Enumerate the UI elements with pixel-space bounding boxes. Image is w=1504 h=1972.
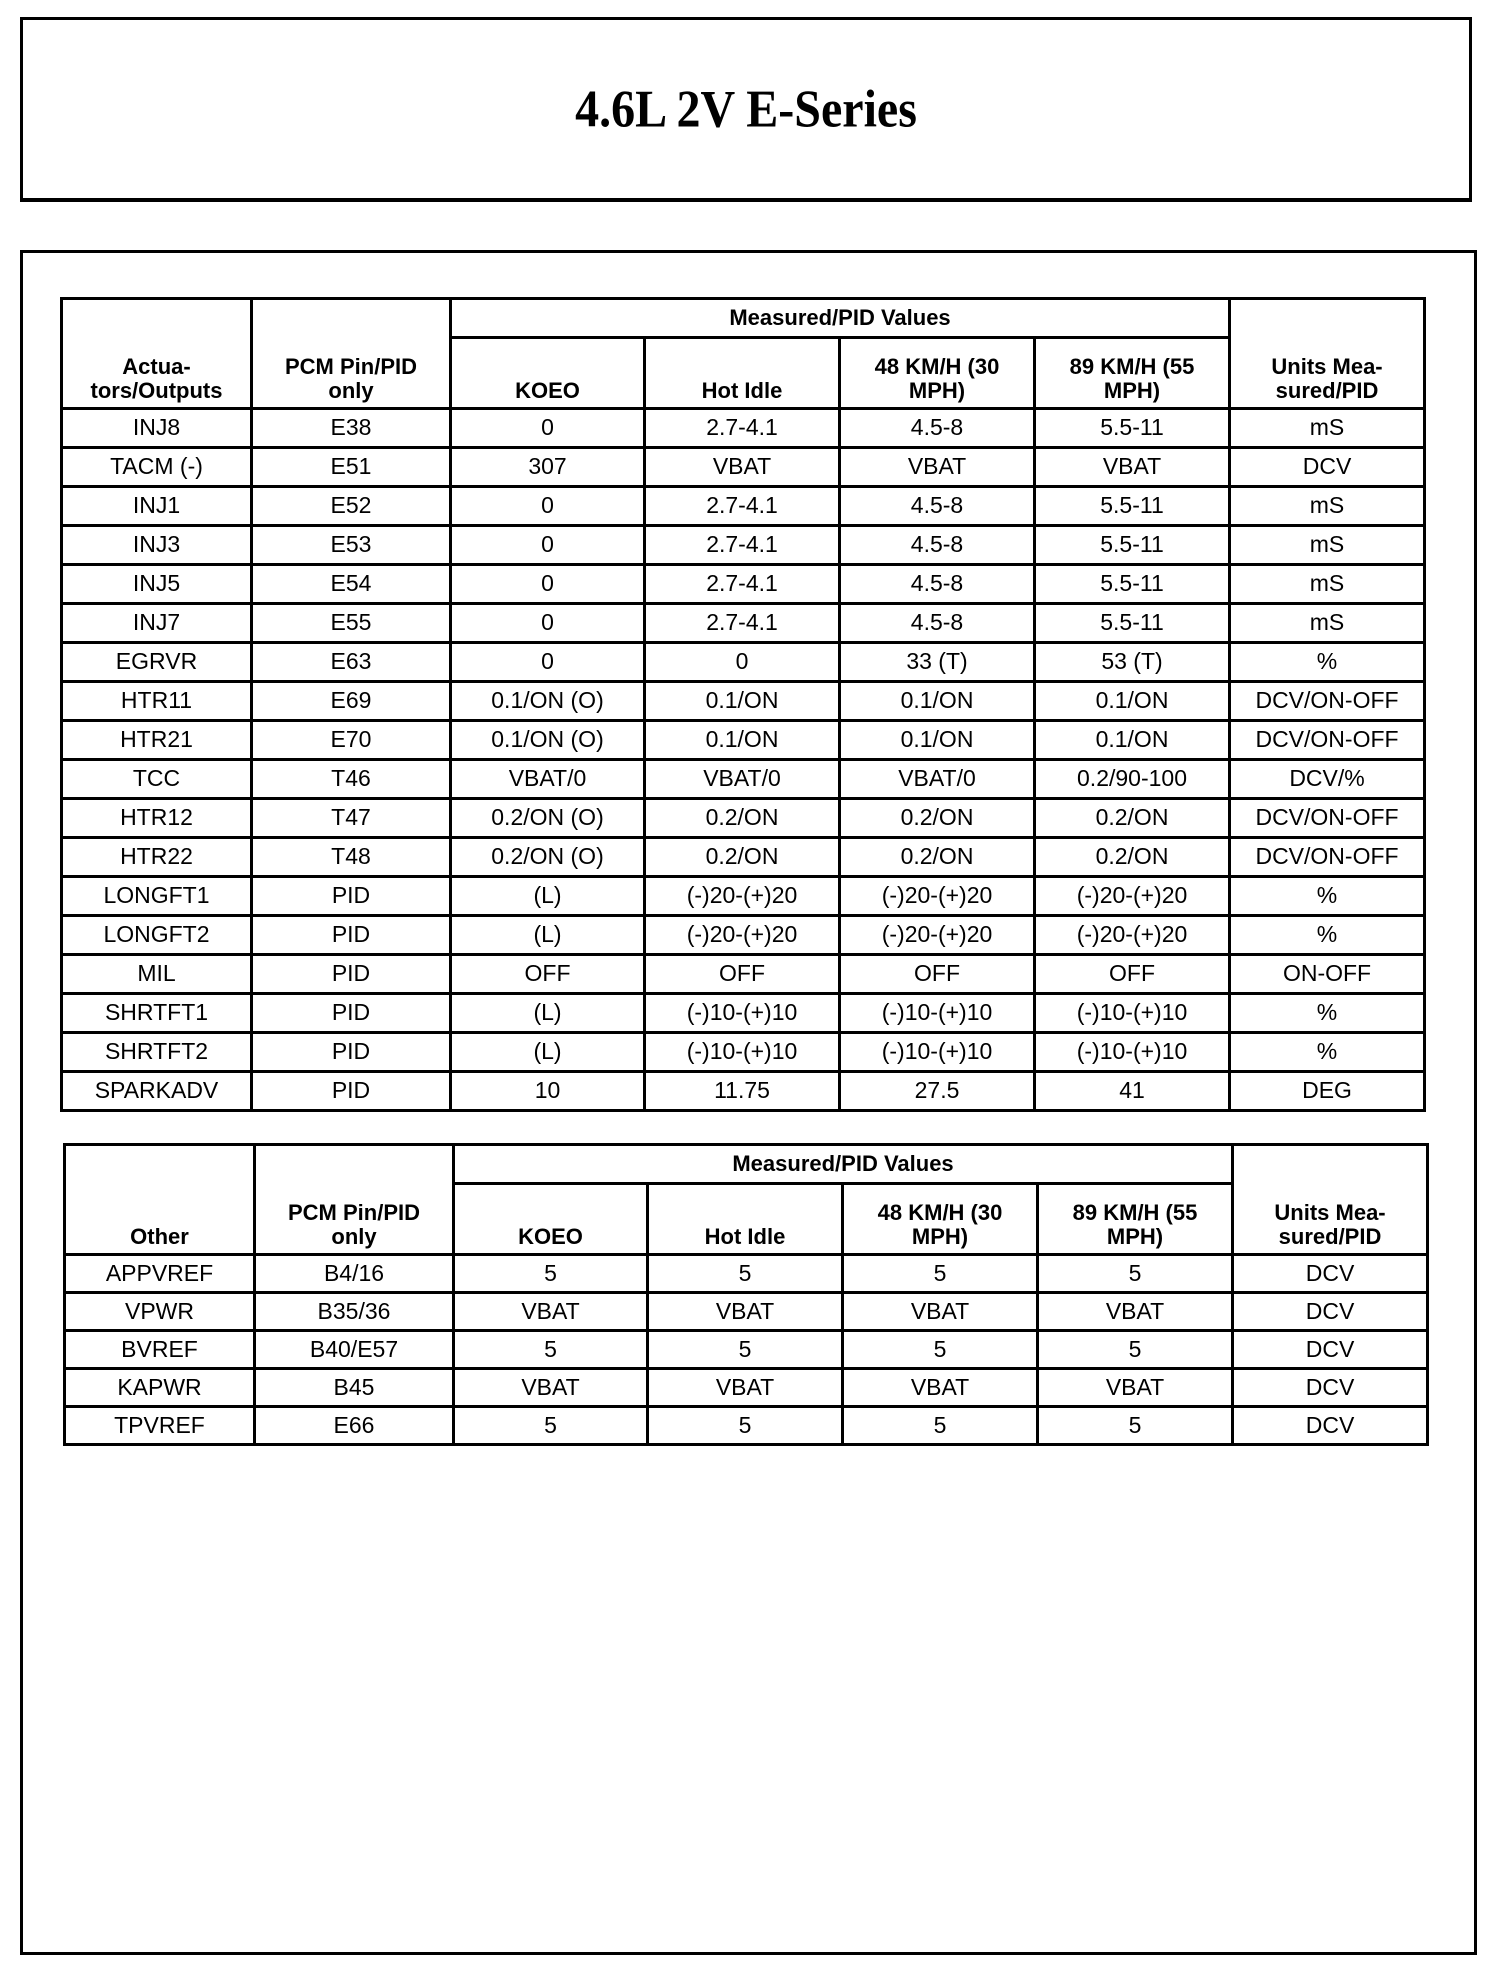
cell-koeo: VBAT (454, 1293, 648, 1331)
cell-name: LONGFT2 (62, 916, 252, 955)
table-row (62, 838, 1425, 877)
table-row (62, 526, 1425, 565)
cell-pin: B40/E57 (255, 1331, 454, 1369)
cell-hot-idle: 2.7-4.1 (645, 526, 840, 565)
cell-koeo: (L) (451, 994, 645, 1033)
cell-name: MIL (62, 955, 252, 994)
cell-speed-89: 0.1/ON (1035, 721, 1230, 760)
cell-name: INJ8 (62, 409, 252, 448)
cell-speed-89: 5.5-11 (1035, 565, 1230, 604)
header-speed-48: 48 KM/H (30 MPH) (843, 1184, 1038, 1255)
cell-koeo: (L) (451, 1033, 645, 1072)
cell-speed-48: 5 (843, 1407, 1038, 1445)
cell-name: INJ7 (62, 604, 252, 643)
cell-name: LONGFT1 (62, 877, 252, 916)
table-row (65, 1293, 1428, 1331)
cell-speed-89: VBAT (1038, 1369, 1233, 1407)
cell-speed-89: 0.2/90-100 (1035, 760, 1230, 799)
cell-koeo: 10 (451, 1072, 645, 1111)
cell-koeo: 0.2/ON (O) (451, 799, 645, 838)
cell-speed-48: 0.2/ON (840, 799, 1035, 838)
header-speed-89: 89 KM/H (55 MPH) (1038, 1184, 1233, 1255)
table-row (62, 877, 1425, 916)
cell-units: DCV/% (1230, 760, 1425, 799)
table-row (62, 799, 1425, 838)
cell-hot-idle: VBAT/0 (645, 760, 840, 799)
table-row (65, 1369, 1428, 1407)
cell-pin: E63 (252, 643, 451, 682)
cell-speed-48: VBAT (843, 1293, 1038, 1331)
cell-hot-idle: VBAT (648, 1369, 843, 1407)
header-speed-89: 89 KM/H (55 MPH) (1035, 338, 1230, 409)
cell-pin: E54 (252, 565, 451, 604)
cell-units: mS (1230, 487, 1425, 526)
header-speed-48: 48 KM/H (30 MPH) (840, 338, 1035, 409)
table-row (62, 643, 1425, 682)
cell-speed-89: 5.5-11 (1035, 409, 1230, 448)
cell-koeo: 0 (451, 565, 645, 604)
table-row (62, 721, 1425, 760)
header-name: Other (65, 1145, 255, 1255)
cell-units: DCV (1233, 1407, 1428, 1445)
cell-name: APPVREF (65, 1255, 255, 1293)
page-title: 4.6L 2V E-Series (575, 79, 917, 139)
header-pin: PCM Pin/PID only (252, 299, 451, 409)
cell-koeo: 0 (451, 409, 645, 448)
table-row (62, 682, 1425, 721)
cell-hot-idle: (-)10-(+)10 (645, 1033, 840, 1072)
cell-name: SHRTFT2 (62, 1033, 252, 1072)
cell-koeo: 5 (454, 1255, 648, 1293)
cell-pin: B35/36 (255, 1293, 454, 1331)
cell-hot-idle: 5 (648, 1407, 843, 1445)
cell-speed-48: 0.1/ON (840, 682, 1035, 721)
cell-units: DCV (1233, 1255, 1428, 1293)
cell-hot-idle: VBAT (645, 448, 840, 487)
cell-hot-idle: 0.1/ON (645, 682, 840, 721)
cell-name: HTR22 (62, 838, 252, 877)
cell-speed-89: (-)20-(+)20 (1035, 877, 1230, 916)
cell-pin: E70 (252, 721, 451, 760)
cell-speed-48: 5 (843, 1255, 1038, 1293)
cell-pin: E55 (252, 604, 451, 643)
cell-speed-48: 0.1/ON (840, 721, 1035, 760)
cell-hot-idle: 2.7-4.1 (645, 409, 840, 448)
cell-units: % (1230, 1033, 1425, 1072)
cell-speed-89: 0.2/ON (1035, 799, 1230, 838)
cell-speed-89: VBAT (1035, 448, 1230, 487)
cell-name: VPWR (65, 1293, 255, 1331)
cell-koeo: VBAT (454, 1369, 648, 1407)
cell-speed-48: 27.5 (840, 1072, 1035, 1111)
cell-name: SHRTFT1 (62, 994, 252, 1033)
cell-units: mS (1230, 409, 1425, 448)
table-row (62, 565, 1425, 604)
cell-units: DCV (1230, 448, 1425, 487)
cell-hot-idle: (-)20-(+)20 (645, 877, 840, 916)
cell-pin: PID (252, 877, 451, 916)
table-row (62, 955, 1425, 994)
header-koeo: KOEO (451, 338, 645, 409)
cell-pin: B45 (255, 1369, 454, 1407)
cell-name: SPARKADV (62, 1072, 252, 1111)
header-hot-idle: Hot Idle (645, 338, 840, 409)
cell-koeo: 0 (451, 526, 645, 565)
cell-hot-idle: (-)10-(+)10 (645, 994, 840, 1033)
cell-speed-89: 5 (1038, 1407, 1233, 1445)
cell-pin: E66 (255, 1407, 454, 1445)
cell-units: % (1230, 643, 1425, 682)
cell-hot-idle: VBAT (648, 1293, 843, 1331)
cell-koeo: (L) (451, 877, 645, 916)
cell-speed-89: 53 (T) (1035, 643, 1230, 682)
cell-name: BVREF (65, 1331, 255, 1369)
cell-speed-48: 0.2/ON (840, 838, 1035, 877)
header-koeo: KOEO (454, 1184, 648, 1255)
cell-name: TACM (-) (62, 448, 252, 487)
cell-hot-idle: 2.7-4.1 (645, 487, 840, 526)
cell-pin: T46 (252, 760, 451, 799)
cell-speed-89: 5.5-11 (1035, 604, 1230, 643)
cell-units: DCV/ON-OFF (1230, 682, 1425, 721)
cell-hot-idle: 0 (645, 643, 840, 682)
cell-units: ON-OFF (1230, 955, 1425, 994)
cell-speed-89: (-)10-(+)10 (1035, 994, 1230, 1033)
cell-units: DEG (1230, 1072, 1425, 1111)
cell-pin: E52 (252, 487, 451, 526)
cell-hot-idle: 0.2/ON (645, 838, 840, 877)
cell-name: HTR12 (62, 799, 252, 838)
cell-units: mS (1230, 526, 1425, 565)
table-row (62, 916, 1425, 955)
cell-pin: PID (252, 1033, 451, 1072)
cell-speed-48: VBAT (843, 1369, 1038, 1407)
cell-speed-48: 4.5-8 (840, 487, 1035, 526)
cell-koeo: 0.1/ON (O) (451, 721, 645, 760)
table-row (65, 1407, 1428, 1445)
title-box (20, 17, 1472, 202)
cell-koeo: 0 (451, 487, 645, 526)
table-row (62, 994, 1425, 1033)
cell-speed-48: 5 (843, 1331, 1038, 1369)
table-row (62, 448, 1425, 487)
header-measured-group: Measured/PID Values (451, 299, 1230, 338)
cell-units: % (1230, 994, 1425, 1033)
table-row (62, 1033, 1425, 1072)
cell-hot-idle: 5 (648, 1255, 843, 1293)
header-pin: PCM Pin/PID only (255, 1145, 454, 1255)
cell-speed-48: OFF (840, 955, 1035, 994)
cell-name: EGRVR (62, 643, 252, 682)
header-units: Units Mea- sured/PID (1233, 1145, 1428, 1255)
cell-pin: B4/16 (255, 1255, 454, 1293)
cell-name: HTR21 (62, 721, 252, 760)
cell-speed-48: (-)20-(+)20 (840, 916, 1035, 955)
header-measured-group: Measured/PID Values (454, 1145, 1233, 1184)
cell-units: DCV/ON-OFF (1230, 799, 1425, 838)
header-units: Units Mea- sured/PID (1230, 299, 1425, 409)
cell-pin: E38 (252, 409, 451, 448)
cell-name: TPVREF (65, 1407, 255, 1445)
cell-hot-idle: OFF (645, 955, 840, 994)
table-row (62, 1072, 1425, 1111)
cell-pin: T47 (252, 799, 451, 838)
cell-name: INJ1 (62, 487, 252, 526)
cell-units: mS (1230, 604, 1425, 643)
cell-speed-48: 33 (T) (840, 643, 1035, 682)
cell-hot-idle: 0.2/ON (645, 799, 840, 838)
cell-name: INJ3 (62, 526, 252, 565)
actuators-table (60, 297, 1426, 1112)
cell-speed-48: (-)10-(+)10 (840, 994, 1035, 1033)
other-table (63, 1143, 1429, 1446)
cell-koeo: OFF (451, 955, 645, 994)
cell-pin: E53 (252, 526, 451, 565)
cell-koeo: 5 (454, 1331, 648, 1369)
cell-pin: PID (252, 1072, 451, 1111)
cell-speed-48: VBAT (840, 448, 1035, 487)
cell-hot-idle: 2.7-4.1 (645, 565, 840, 604)
cell-name: HTR11 (62, 682, 252, 721)
cell-pin: PID (252, 955, 451, 994)
actuators-table-body (62, 409, 1425, 1111)
table-row (62, 409, 1425, 448)
content-box (20, 250, 1477, 1955)
cell-speed-89: 5 (1038, 1331, 1233, 1369)
cell-speed-48: 4.5-8 (840, 409, 1035, 448)
cell-hot-idle: 11.75 (645, 1072, 840, 1111)
cell-units: DCV (1233, 1331, 1428, 1369)
cell-speed-89: (-)10-(+)10 (1035, 1033, 1230, 1072)
header-name: Actua- tors/Outputs (62, 299, 252, 409)
cell-units: DCV/ON-OFF (1230, 838, 1425, 877)
cell-speed-89: 41 (1035, 1072, 1230, 1111)
cell-speed-89: VBAT (1038, 1293, 1233, 1331)
cell-units: % (1230, 916, 1425, 955)
cell-koeo: 0.1/ON (O) (451, 682, 645, 721)
cell-speed-89: OFF (1035, 955, 1230, 994)
cell-units: DCV (1233, 1293, 1428, 1331)
cell-units: mS (1230, 565, 1425, 604)
other-table-body (65, 1255, 1428, 1445)
cell-name: TCC (62, 760, 252, 799)
cell-units: % (1230, 877, 1425, 916)
cell-pin: PID (252, 994, 451, 1033)
cell-units: DCV (1233, 1369, 1428, 1407)
cell-hot-idle: 0.1/ON (645, 721, 840, 760)
cell-speed-89: 5 (1038, 1255, 1233, 1293)
cell-speed-89: (-)20-(+)20 (1035, 916, 1230, 955)
cell-units: DCV/ON-OFF (1230, 721, 1425, 760)
cell-koeo: 0.2/ON (O) (451, 838, 645, 877)
cell-speed-89: 0.1/ON (1035, 682, 1230, 721)
cell-hot-idle: 2.7-4.1 (645, 604, 840, 643)
table-row (62, 604, 1425, 643)
cell-pin: E69 (252, 682, 451, 721)
cell-koeo: 307 (451, 448, 645, 487)
table-row (62, 487, 1425, 526)
cell-pin: T48 (252, 838, 451, 877)
cell-koeo: (L) (451, 916, 645, 955)
cell-name: KAPWR (65, 1369, 255, 1407)
cell-speed-89: 0.2/ON (1035, 838, 1230, 877)
cell-hot-idle: (-)20-(+)20 (645, 916, 840, 955)
cell-speed-89: 5.5-11 (1035, 487, 1230, 526)
cell-speed-48: (-)20-(+)20 (840, 877, 1035, 916)
cell-speed-48: 4.5-8 (840, 565, 1035, 604)
table-row (62, 760, 1425, 799)
cell-koeo: 5 (454, 1407, 648, 1445)
cell-speed-89: 5.5-11 (1035, 526, 1230, 565)
cell-speed-48: VBAT/0 (840, 760, 1035, 799)
cell-speed-48: 4.5-8 (840, 526, 1035, 565)
header-hot-idle: Hot Idle (648, 1184, 843, 1255)
cell-speed-48: 4.5-8 (840, 604, 1035, 643)
table-row (65, 1255, 1428, 1293)
cell-koeo: 0 (451, 643, 645, 682)
table-row (65, 1331, 1428, 1369)
cell-koeo: 0 (451, 604, 645, 643)
cell-name: INJ5 (62, 565, 252, 604)
cell-speed-48: (-)10-(+)10 (840, 1033, 1035, 1072)
cell-koeo: VBAT/0 (451, 760, 645, 799)
cell-pin: PID (252, 916, 451, 955)
cell-hot-idle: 5 (648, 1331, 843, 1369)
cell-pin: E51 (252, 448, 451, 487)
